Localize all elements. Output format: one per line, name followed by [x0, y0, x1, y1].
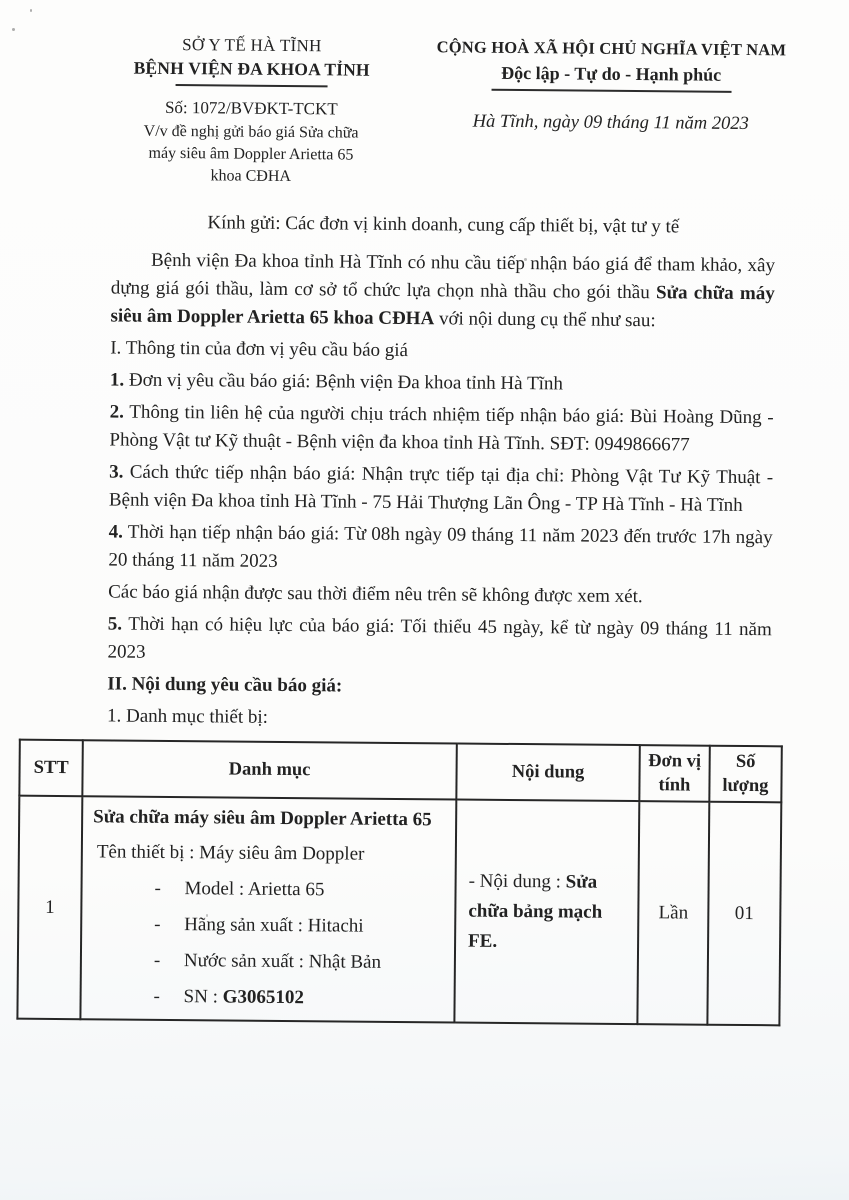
col-header-so-luong: Số lượng [709, 746, 781, 803]
device-list-label: 1. Danh mục thiết bị: [106, 705, 269, 728]
spec-text: Model : Arietta 65 [184, 878, 325, 901]
place-date-line: Hà Tĩnh, ngày 09 tháng 11 năm 2023 [472, 111, 749, 135]
col-header-don-vi-tinh: Đơn vị tính [639, 745, 709, 802]
list-item-3 [109, 458, 773, 520]
spec-text: Hãng sản xuất : Hitachi [184, 914, 364, 937]
letter-header [0, 33, 849, 192]
col-header-noi-dung: Nội dung [456, 743, 639, 801]
item-text: Đơn vị yêu cầu báo giá: Bệnh viện Đa khoa tỉnh Hà Tĩnh [124, 369, 563, 395]
salutation: Kính gửi: Các đơn vị kinh doanh, cung cấp thiết bị, vật tư y tế [207, 212, 680, 238]
motto-underline [491, 89, 731, 93]
dash-bullet: - [154, 913, 161, 935]
spec-model [92, 874, 446, 905]
col-header-stt: STT [19, 740, 82, 797]
item-text: Thời hạn tiếp nhận báo giá: Từ 08h ngày 09 tháng 11 năm 2023 đến trước 17h ngày 20 tháng 11 năm 2023 [108, 521, 773, 572]
letter-body [0, 210, 847, 1026]
spec-manufacturer [92, 910, 446, 941]
issuer-block [95, 34, 408, 189]
spec-text: Nước sản xuất : Nhật Bản [183, 950, 382, 973]
row-index-cell: 1 [17, 796, 82, 1020]
device-name-line: Tên thiết bị : Máy siêu âm Doppler [96, 841, 365, 865]
list-item-2 [109, 398, 773, 460]
spec-serial-number [91, 982, 445, 1013]
sn-label: SN : [183, 986, 223, 1008]
org-name: BỆNH VIỆN ĐA KHOA TỈNH [133, 57, 370, 80]
work-content-cell [454, 799, 639, 1024]
item-number: 2. [109, 401, 125, 423]
item-text: Thời hạn có hiệu lực của báo giá: Tối thiểu 45 ngày, kể từ ngày 09 tháng 11 năm 2023 [107, 613, 772, 663]
item-text: Thông tin liên hệ của người chịu trách nhiệm tiếp nhận báo giá: Bùi Hoàng Dũng - Phòng Vật tư Kỹ thuật - Bệnh viện đa khoa tỉnh Hà Tĩnh. SĐT: 0949866677 [109, 401, 774, 456]
item-description-cell [80, 796, 456, 1022]
col-header-danh-muc: Danh mục [82, 740, 456, 799]
equipment-quote-table [16, 739, 782, 1027]
letter-document [0, 33, 849, 1026]
parent-org-name: SỞ Y TẾ HÀ TĨNH [182, 35, 322, 56]
item-number: 3. [109, 461, 124, 483]
dash-bullet: - [153, 949, 161, 971]
quantity-cell: 01 [707, 802, 781, 1026]
content-value: Sửa chữa bảng mạch FE. [468, 870, 603, 952]
scan-speck [12, 28, 15, 31]
subject-line: khoa CĐHA [210, 167, 292, 186]
document-number: Số: 1072/BVĐKT-TCKT [164, 97, 338, 119]
item-title: Sửa chữa máy siêu âm Doppler Arietta 65 [93, 806, 432, 831]
intro-paragraph [110, 246, 775, 336]
item-number: 4. [108, 521, 123, 543]
sn-value: G3065102 [222, 986, 305, 1009]
national-header-block [429, 37, 793, 192]
item-number: 1. [109, 369, 125, 391]
intro-text: Bệnh viện Đa khoa tỉnh Hà Tĩnh có nhu cầu tiếp nhận báo giá để tham khảo, xây dựng giá gói thầu, làm cơ sở tổ chức lựa chọn nhà thầu cho gói thầu [110, 249, 776, 304]
national-title: CỘNG HOÀ XÃ HỘI CHỦ NGHĨA VIỆT NAM [436, 37, 787, 60]
dash-bullet: - [153, 985, 161, 1007]
table-header-row [19, 740, 781, 803]
item-number: 5. [107, 613, 123, 635]
dash-bullet: - [154, 877, 161, 899]
item-text: Cách thức tiếp nhận báo giá: Nhận trực tiếp tại địa chỉ: Phòng Vật Tư Kỹ Thuật - Bệnh viện Đa khoa tỉnh Hà Tĩnh - 75 Hải Thượng Lãn Ông - TP Hà Tĩnh - Hà Tĩnh [108, 461, 774, 516]
scan-speck [30, 9, 32, 12]
table-row [17, 796, 781, 1026]
late-quote-note [108, 578, 772, 612]
spec-text [183, 983, 304, 1012]
subject-line: máy siêu âm Doppler Arietta 65 [148, 144, 354, 164]
unit-cell: Lần [637, 801, 709, 1025]
list-item-4 [108, 518, 772, 580]
list-item-1 [110, 366, 774, 400]
intro-text: với nội dung cụ thể như sau: [434, 308, 656, 332]
list-item-5 [107, 610, 771, 672]
org-underline [176, 84, 328, 87]
intro-bold-package-name: Sửa chữa máy siêu âm Doppler Arietta 65 khoa CĐHA [110, 282, 775, 330]
document-subject [95, 120, 408, 189]
national-motto: Độc lập - Tự do - Hạnh phúc [501, 62, 722, 85]
item-text: Các báo giá nhận được sau thời điểm nêu trên sẽ không được xem xét. [108, 581, 643, 608]
spec-country [92, 946, 446, 977]
subject-line: V/v đề nghị gửi báo giá Sửa chữa [143, 122, 359, 142]
section-ii-heading: II. Nội dung yêu cầu báo giá: [107, 673, 343, 697]
content-label: - Nội dung : [468, 870, 566, 892]
section-i-heading: I. Thông tin của đơn vị yêu cầu báo giá [110, 337, 409, 362]
